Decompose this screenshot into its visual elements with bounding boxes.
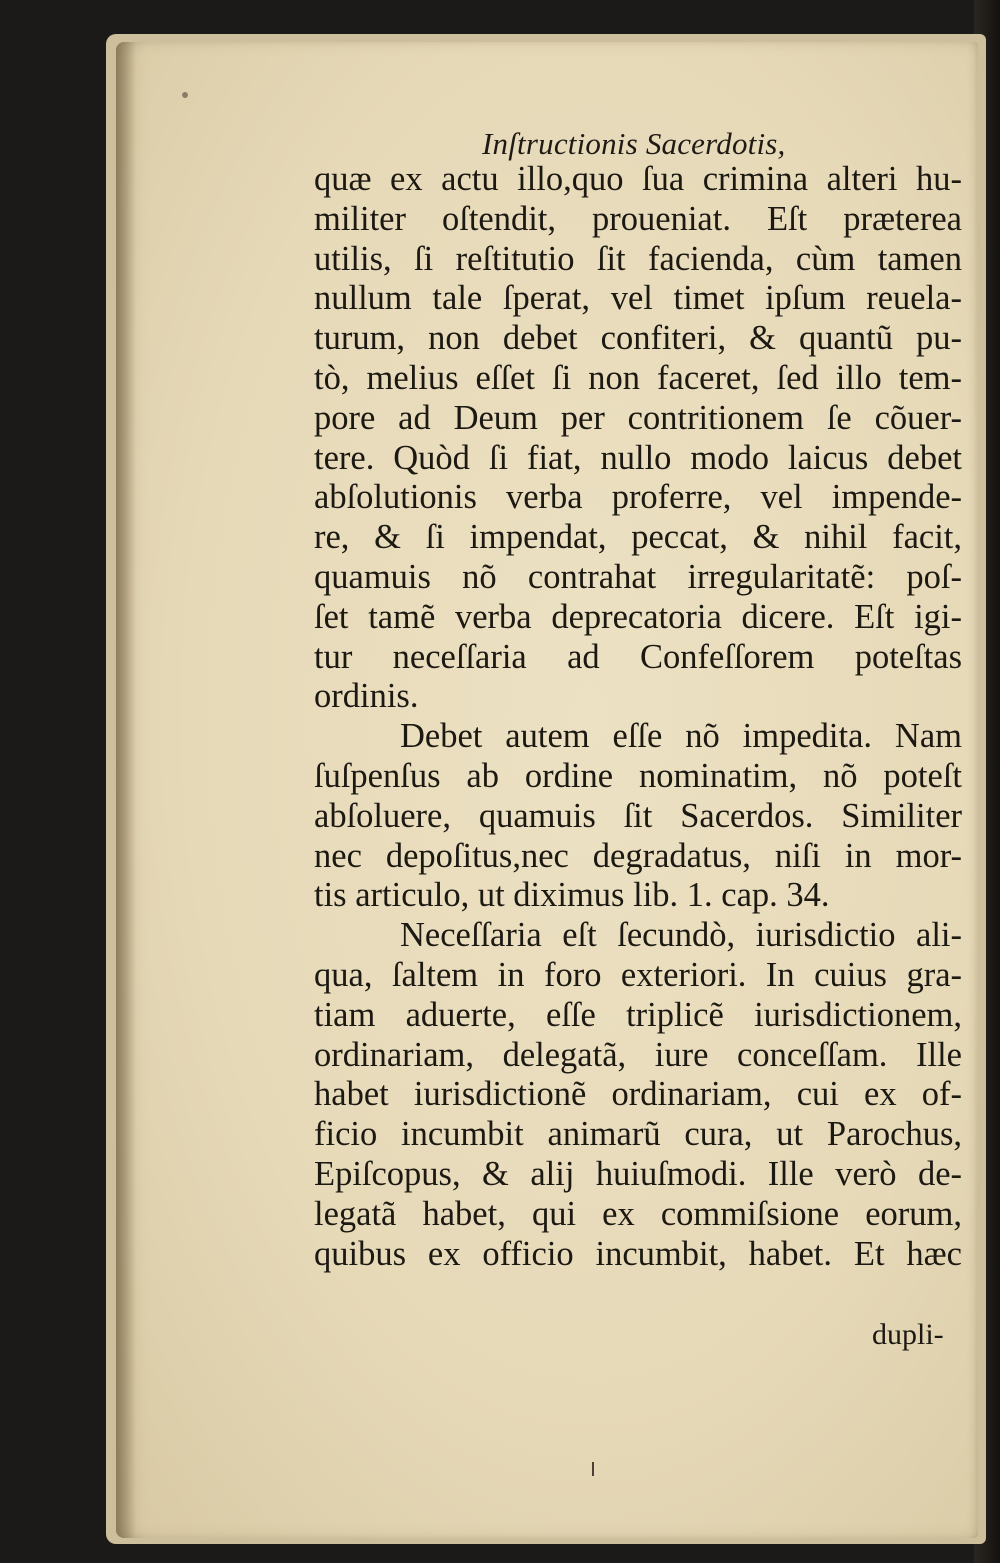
text-line: abſolutionis verba proferre, vel impende- — [314, 478, 962, 517]
text-line: re, & ſi impendat, peccat, & nihil facit, — [314, 518, 962, 557]
text-line: ordinis. — [314, 677, 419, 716]
text-line: ſet tamẽ verba deprecatoria dicere. Eſt igi- — [314, 597, 962, 636]
text-line: ordinariam, delegatã, iure conceſſam. Ille — [314, 1035, 962, 1074]
text-line: nullum tale ſperat, vel timet ipſum reuela- — [314, 279, 962, 318]
signature-mark — [592, 1462, 594, 1476]
text-line: tis articulo, ut diximus lib. 1. cap. 34. — [314, 876, 830, 915]
text-line: quamuis nõ contrahat irregularitatẽ: poſ- — [314, 557, 962, 596]
ink-spot — [182, 92, 188, 98]
text-line: tiam aduerte, eſſe triplicẽ iurisdictionem, — [314, 995, 962, 1034]
text-line: quibus ex officio incumbit, habet. Et hæc — [314, 1234, 962, 1273]
running-header: Inſtructionis Sacerdotis, — [482, 126, 786, 161]
text-line: pore ad Deum per contritionem ſe cõuer- — [314, 398, 962, 437]
text-line: Epiſcopus, & alij huiuſmodi. Ille verò de- — [314, 1154, 962, 1193]
text-line: ſuſpenſus ab ordine nominatim, nõ poteſt — [314, 756, 962, 795]
text-line: tere. Quòd ſi fiat, nullo modo laicus debet — [314, 438, 962, 477]
text-line: militer oſtendit, proueniat. Eſt præterea — [314, 199, 962, 238]
text-line: qua, ſaltem in foro exteriori. In cuius gra- — [314, 955, 962, 994]
paragraph-start-line: Neceſſaria eſt ſecundò, iurisdictio ali- — [400, 916, 962, 955]
text-line: turum, non debet confiteri, & quantũ pu- — [314, 319, 962, 358]
text-line: habet iurisdictionẽ ordinariam, cui ex of- — [314, 1075, 962, 1114]
gutter-shadow — [116, 42, 136, 1538]
paragraph-start-line: Debet autem eſſe nõ impedita. Nam — [400, 717, 962, 756]
text-line: abſoluere, quamuis ſit Sacerdos. Similiter — [314, 796, 962, 835]
text-line: nec depoſitus,nec degradatus, niſi in mor- — [314, 836, 962, 875]
text-line: quæ ex actu illo,quo ſua crimina alteri hu- — [314, 160, 962, 198]
text-line: utilis, ſi reſtitutio ſit facienda, cùm tamen — [314, 239, 962, 278]
text-line: tur neceſſaria ad Confeſſorem poteſtas — [314, 637, 962, 676]
body-text — [314, 160, 962, 1274]
text-line: ficio incumbit animarũ cura, ut Parochus, — [314, 1115, 962, 1154]
text-line: tò, melius eſſet ſi non faceret, ſed illo tem- — [314, 358, 962, 397]
catchword: dupli- — [872, 1318, 944, 1351]
text-line: legatã habet, qui ex commiſsione eorum, — [314, 1194, 962, 1233]
